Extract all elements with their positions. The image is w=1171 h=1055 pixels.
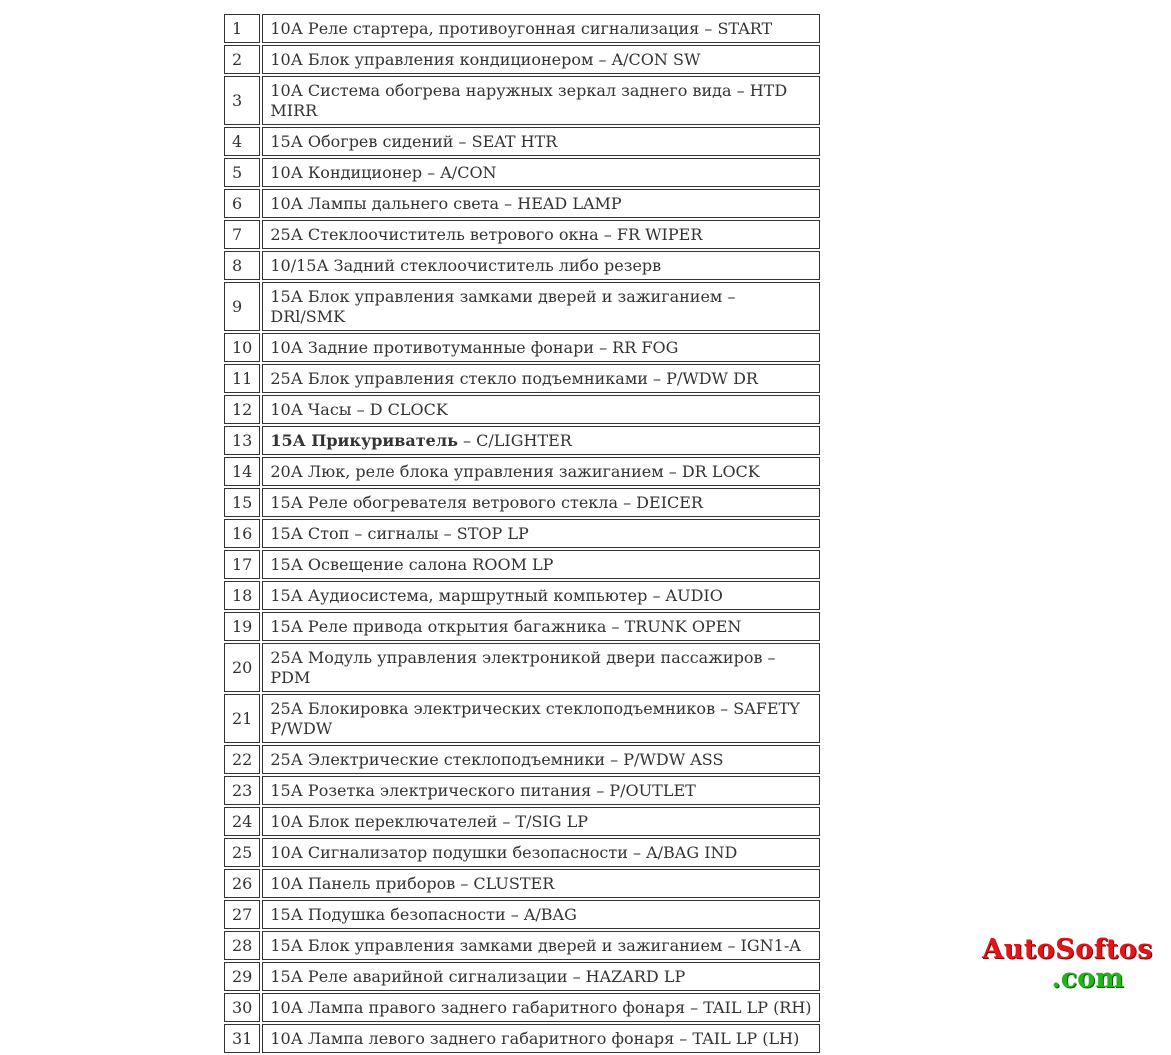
fuse-description-bold: 15А Прикуриватель (270, 431, 458, 450)
table-row (224, 962, 820, 991)
fuse-number-cell: 7 (224, 220, 260, 249)
fuse-description-text: 20А Люк, реле блока управления зажиганием – DR LOCK (270, 462, 760, 481)
fuse-description-cell (262, 869, 820, 898)
fuse-number-cell: 26 (224, 869, 260, 898)
fuse-description-text: 10А Блок управления кондиционером – A/CON SW (270, 50, 701, 69)
fuse-description-text: 10А Сигнализатор подушки безопасности – A/BAG IND (270, 843, 738, 862)
fuse-number-cell: 27 (224, 900, 260, 929)
fuse-description-text: 15А Реле привода открытия багажника – TRUNK OPEN (270, 617, 742, 636)
table-row (224, 993, 820, 1022)
fuse-description-text: 10А Задние противотуманные фонари – RR FOG (270, 338, 679, 357)
watermark-sub-text: .com (1051, 963, 1124, 994)
table-row (224, 158, 820, 187)
fuse-description-cell (262, 282, 820, 331)
fuse-description-text: 15А Аудиосистема, маршрутный компьютер – AUDIO (270, 586, 723, 605)
fuse-number-cell: 25 (224, 838, 260, 867)
fuse-number-cell: 14 (224, 457, 260, 486)
fuse-number-cell: 16 (224, 519, 260, 548)
fuse-description-text: – C/LIGHTER (457, 431, 572, 450)
table-row (224, 282, 820, 331)
fuse-description-text: 10А Часы – D CLOCK (270, 400, 448, 419)
fuse-number-cell: 1 (224, 14, 260, 43)
table-row (224, 581, 820, 610)
table-row (224, 251, 820, 280)
fuse-description-cell (262, 45, 820, 74)
fuse-description-cell (262, 993, 820, 1022)
fuse-description-text: 10А Система обогрева наружных зеркал заднего вида – HTD MIRR (270, 81, 788, 120)
fuse-description-cell (262, 931, 820, 960)
fuse-number-cell: 5 (224, 158, 260, 187)
fuse-description-cell (262, 1024, 820, 1053)
fuse-description-cell (262, 14, 820, 43)
fuse-description-text: 15А Розетка электрического питания – P/OUTLET (270, 781, 696, 800)
table-row (224, 488, 820, 517)
table-row (224, 612, 820, 641)
fuse-number-cell: 22 (224, 745, 260, 774)
fuse-description-text: 10А Реле стартера, противоугонная сигнализация – START (270, 19, 773, 38)
fuse-number-cell: 10 (224, 333, 260, 362)
fuse-description-cell (262, 962, 820, 991)
fuse-description-cell (262, 643, 820, 692)
fuse-description-cell (262, 333, 820, 362)
table-row (224, 76, 820, 125)
fuse-number-cell: 9 (224, 282, 260, 331)
fuse-number-cell: 12 (224, 395, 260, 424)
table-row (224, 745, 820, 774)
table-row (224, 333, 820, 362)
fuse-description-text: 10А Панель приборов – CLUSTER (270, 874, 555, 893)
table-row (224, 457, 820, 486)
fuse-description-text: 25А Электрические стеклоподъемники – P/WDW ASS (270, 750, 724, 769)
fuse-description-cell (262, 189, 820, 218)
fuse-number-cell: 6 (224, 189, 260, 218)
table-row (224, 1024, 820, 1053)
table-row (224, 550, 820, 579)
fuse-number-cell: 24 (224, 807, 260, 836)
fuse-number-cell: 23 (224, 776, 260, 805)
fuse-description-text: 25А Блок управления стекло подъемниками – P/WDW DR (270, 369, 758, 388)
fuse-number-cell: 4 (224, 127, 260, 156)
fuse-description-cell (262, 158, 820, 187)
fuse-description-text: 15А Блок управления замками дверей и зажиганием – IGN1-A (270, 936, 801, 955)
fuse-description-text: 10/15А Задний стеклоочиститель либо резерв (270, 256, 662, 275)
fuse-description-cell (262, 776, 820, 805)
fuse-number-cell: 20 (224, 643, 260, 692)
table-row (224, 426, 820, 455)
fuse-number-cell: 13 (224, 426, 260, 455)
table-row (224, 45, 820, 74)
table-row (224, 776, 820, 805)
fuse-description-cell (262, 220, 820, 249)
fuse-number-cell: 30 (224, 993, 260, 1022)
fuse-number-cell: 19 (224, 612, 260, 641)
fuse-description-cell (262, 426, 820, 455)
fuse-table (222, 12, 822, 1055)
fuse-description-text: 25А Модуль управления электроникой двери пассажиров – PDM (270, 648, 776, 687)
fuse-description-cell (262, 395, 820, 424)
fuse-number-cell: 29 (224, 962, 260, 991)
watermark-main-text: AutoSoftos (982, 934, 1153, 965)
fuse-description-text: 15А Блок управления замками дверей и зажиганием – DRl/SMK (270, 287, 736, 326)
fuse-description-cell (262, 838, 820, 867)
table-row (224, 643, 820, 692)
fuse-description-text: 10А Блок переключателей – T/SIG LP (270, 812, 589, 831)
fuse-table-body (224, 14, 820, 1053)
fuse-number-cell: 17 (224, 550, 260, 579)
table-row (224, 869, 820, 898)
table-row (224, 395, 820, 424)
fuse-description-cell (262, 612, 820, 641)
table-row (224, 519, 820, 548)
fuse-number-cell: 11 (224, 364, 260, 393)
table-row (224, 14, 820, 43)
fuse-number-cell: 2 (224, 45, 260, 74)
fuse-number-cell: 21 (224, 694, 260, 743)
fuse-description-text: 10А Лампы дальнего света – HEAD LAMP (270, 194, 622, 213)
fuse-description-cell (262, 550, 820, 579)
table-row (224, 364, 820, 393)
table-row (224, 807, 820, 836)
fuse-number-cell: 15 (224, 488, 260, 517)
fuse-description-cell (262, 581, 820, 610)
fuse-description-text: 15А Стоп – сигналы – STOP LP (270, 524, 529, 543)
fuse-description-cell (262, 745, 820, 774)
fuse-description-cell (262, 488, 820, 517)
table-row (224, 694, 820, 743)
fuse-number-cell: 18 (224, 581, 260, 610)
fuse-description-cell (262, 694, 820, 743)
table-row (224, 931, 820, 960)
fuse-description-cell (262, 900, 820, 929)
watermark-logo (982, 936, 1153, 992)
fuse-description-text: 15А Реле аварийной сигнализации – HAZARD LP (270, 967, 686, 986)
fuse-description-text: 10А Кондиционер – A/CON (270, 163, 497, 182)
table-row (224, 900, 820, 929)
table-row (224, 220, 820, 249)
fuse-description-text: 15А Обогрев сидений – SEAT HTR (270, 132, 558, 151)
fuse-number-cell: 31 (224, 1024, 260, 1053)
fuse-number-cell: 3 (224, 76, 260, 125)
fuse-description-text: 15А Реле обогревателя ветрового стекла – DEICER (270, 493, 703, 512)
fuse-description-cell (262, 127, 820, 156)
fuse-description-cell (262, 807, 820, 836)
fuse-description-cell (262, 251, 820, 280)
fuse-description-text: 10А Лампа левого заднего габаритного фонаря – TAIL LP (LH) (270, 1029, 800, 1048)
fuse-description-text: 25А Стеклоочиститель ветрового окна – FR WIPER (270, 225, 703, 244)
fuse-description-cell (262, 457, 820, 486)
table-row (224, 127, 820, 156)
table-row (224, 838, 820, 867)
fuse-description-cell (262, 519, 820, 548)
fuse-number-cell: 8 (224, 251, 260, 280)
fuse-description-text: 15А Подушка безопасности – A/BAG (270, 905, 577, 924)
fuse-description-cell (262, 76, 820, 125)
table-row (224, 189, 820, 218)
fuse-description-cell (262, 364, 820, 393)
fuse-description-text: 25А Блокировка электрических стеклоподъемников – SAFETY P/WDW (270, 699, 800, 738)
fuse-description-text: 10А Лампа правого заднего габаритного фонаря – TAIL LP (RH) (270, 998, 812, 1017)
fuse-description-text: 15А Освещение салона ROOM LP (270, 555, 554, 574)
fuse-number-cell: 28 (224, 931, 260, 960)
